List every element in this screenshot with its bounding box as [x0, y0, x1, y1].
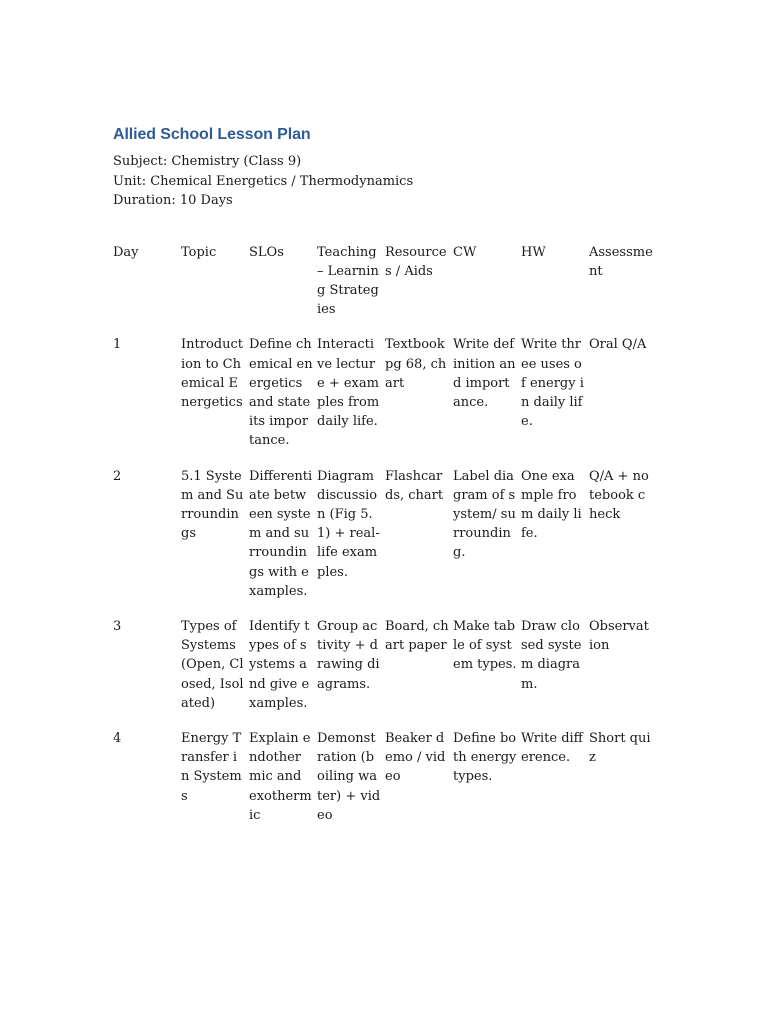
duration-line: Duration: 10 Days [113, 193, 233, 208]
cell-assessment: Observation [589, 618, 649, 654]
cell-resources: Board, chart paper [385, 618, 449, 654]
subject-line: Subject: Chemistry (Class 9) [113, 154, 302, 169]
cell-strategies: Diagram discussion (Fig 5.1) + real-life examples. [317, 468, 380, 580]
cell-day: 3 [113, 618, 122, 634]
cell-strategies: Interactive lecture + examples from daily life. [317, 337, 380, 430]
lesson-plan-page [113, 124, 673, 841]
cell-day: 1 [113, 337, 122, 353]
cell-hw: Draw closed system diagram. [521, 618, 582, 692]
cell-resources: Flashcards, chart [385, 468, 444, 503]
cell-slos: Explain endothermic and exothermic [249, 730, 312, 823]
header-cw: CW [453, 244, 477, 260]
header-slos: SLOs [249, 244, 284, 260]
cell-cw: Label diagram of system/ surrounding. [453, 468, 516, 561]
cell-assessment: Oral Q/A [589, 337, 647, 353]
cell-topic: Introduction to Chemical Energetics [181, 337, 243, 410]
cell-cw: Make table of system types. [453, 618, 517, 673]
cell-day: 4 [113, 730, 122, 746]
cell-hw: Write three uses of energy in daily life. [521, 337, 584, 430]
table-header-row [113, 243, 657, 336]
cell-slos: Define chemical energetics and state its importance. [249, 337, 313, 449]
cell-topic: Types of Systems (Open, Closed, Isolated) [181, 618, 244, 711]
cell-cw: Define both energy types. [453, 730, 517, 785]
cell-strategies: Group activity + drawing diagrams. [317, 618, 380, 692]
cell-slos: Differentiate between system and surroundings with examples. [249, 468, 313, 599]
cell-topic: Energy Transfer in Systems [181, 730, 242, 804]
header-resources: Resources / Aids [385, 244, 447, 279]
header-assessment: Assessment [589, 244, 653, 279]
cell-day: 2 [113, 468, 122, 484]
document-title: Allied School Lesson Plan [113, 126, 311, 143]
cell-slos: Identify types of systems and give examples. [249, 618, 310, 711]
lesson-plan-table [113, 243, 657, 841]
table-row [113, 729, 657, 841]
cell-cw: Write definition and importance. [453, 337, 516, 410]
cell-hw: One example from daily life. [521, 468, 582, 542]
table-row [113, 467, 657, 617]
cell-resources: Textbook pg 68, chart [385, 337, 447, 391]
cell-assessment: Short quiz [589, 730, 651, 766]
cell-resources: Beaker demo / video [385, 730, 446, 785]
header-teaching-strategies: Teaching – Learning Strategies [317, 244, 379, 318]
cell-topic: 5.1 System and Surroundings [181, 468, 244, 542]
unit-line: Unit: Chemical Energetics / Thermodynamics [113, 173, 414, 189]
table-row [113, 617, 657, 729]
header-topic: Topic [181, 244, 217, 260]
cell-strategies: Demonstration (boiling water) + video [317, 730, 381, 823]
header-hw: HW [521, 244, 546, 260]
table-row [113, 335, 657, 466]
cell-hw: Write difference. [521, 730, 583, 766]
cell-assessment: Q/A + notebook check [589, 468, 649, 522]
header-day: Day [113, 244, 139, 260]
